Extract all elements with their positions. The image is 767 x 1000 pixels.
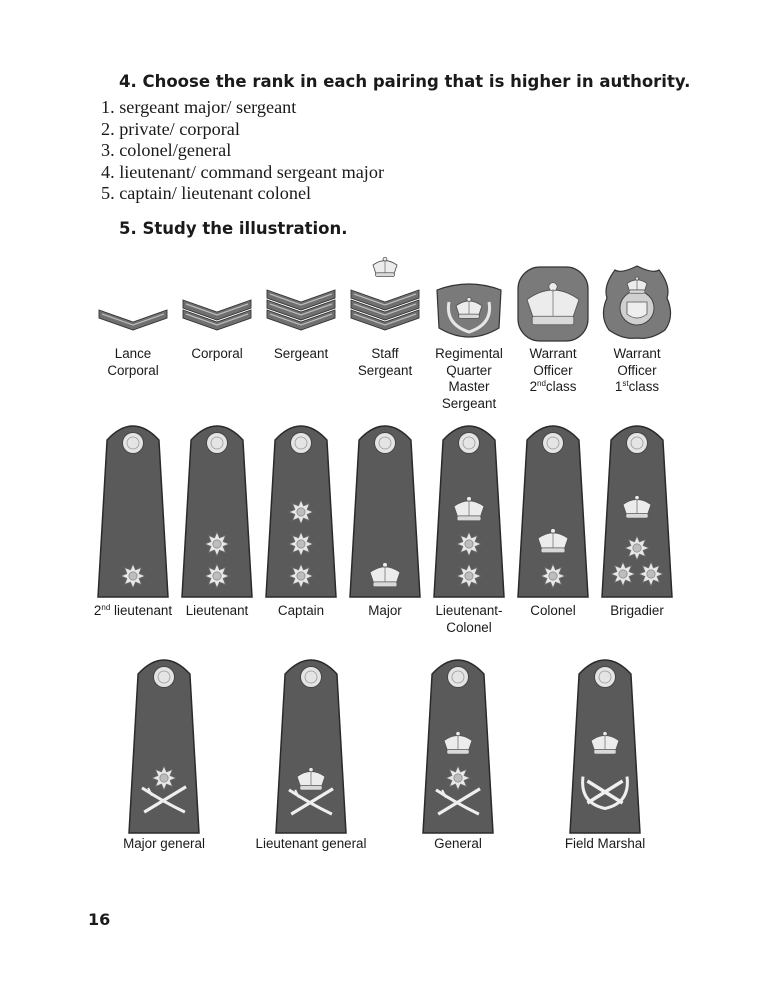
officer-slide [181,418,253,598]
crown-wreath-icon [433,280,505,344]
exercise-5-heading: 5. Study the illustration. [119,219,348,238]
rank-label-line: Corporal [191,346,243,361]
page-number: 16 [88,910,111,929]
ordinal-suffix: nd [537,379,546,388]
chevron-3-icon [265,288,337,334]
general-slide [422,652,494,834]
button-icon [154,667,175,688]
button-icon [375,433,396,454]
crown-icon [373,257,397,276]
ordinal-suffix: nd [101,603,111,612]
rank-label-line: Sergeant [357,362,413,378]
rank-label-line: Major general [123,836,205,851]
button-icon [595,667,616,688]
chevron-3-crown-icon [349,288,421,334]
rank-label [398,836,518,853]
officer-slide [97,418,169,598]
royal-arms-icon [601,264,673,342]
rank-label [577,603,697,620]
rank-label-line: Field Marshal [564,836,646,851]
rank-label-line: Corporal [107,362,159,378]
button-icon [123,433,144,454]
rank-label-line: Warrant [529,346,577,361]
ordinal-suffix: st [622,379,629,388]
rank-label-line: Lieutenant- [435,603,503,618]
rank-label-line: Lieutenant general [255,836,367,851]
ordinal-number: 2 [93,603,102,618]
class-word: class [545,379,577,394]
class-word: lieutenant [110,603,173,618]
button-icon [207,433,228,454]
list-item: 1. sergeant major/ sergeant [101,97,297,117]
rank-label [251,836,371,853]
chevron-icon [99,310,167,330]
exercise-4-heading: 4. Choose the rank in each pairing that is higher in authority. [119,72,691,91]
rank-label-line: Regimental [435,346,503,361]
officer-slide [433,418,505,598]
ordinal-number: 1 [614,379,623,394]
button-icon [627,433,648,454]
rank-label-class-line [577,379,697,396]
exercise-4-list [101,97,384,205]
button-icon [448,667,469,688]
general-slide [569,652,641,834]
officer-slide [601,418,673,598]
general-slide [275,652,347,834]
rank-label-line: Brigadier [610,603,664,618]
list-item: 4. lieutenant/ command sergeant major [101,161,384,182]
button-icon [301,667,322,688]
rank-label-line: Lance [114,346,152,361]
rank-label-line: Colonel [530,603,576,618]
rank-label-line: Master [448,379,490,394]
rank-label-line: Sergeant [441,395,497,411]
general-slide [128,652,200,834]
rank-label-line: Staff [371,346,399,361]
officer-slide [517,418,589,598]
rank-label-line: General [434,836,482,851]
rank-label-line: Lieutenant [185,603,249,618]
button-icon [291,433,312,454]
rank-label-line: Quarter [446,362,492,378]
chevron-1-icon [97,308,169,334]
officer-slide [349,418,421,598]
staff-sergeant-crown [369,252,401,284]
rank-label [545,836,665,853]
rank-label [104,836,224,853]
chevron-2-icon [181,298,253,334]
rank-label-line: Officer [617,362,657,378]
crown-icon [517,266,589,342]
button-icon [543,433,564,454]
rank-label-line: Major [368,603,402,618]
officer-slide [265,418,337,598]
rank-label-line: Officer [533,362,573,378]
rank-label-line: Captain [277,603,325,618]
rank-label-line: Warrant [613,346,661,361]
rank-label [577,346,697,396]
ordinal-number: 2 [529,379,538,394]
rank-label-line: Colonel [446,619,492,635]
list-item: 3. colonel/general [101,140,232,161]
button-icon [459,433,480,454]
list-item: 2. private/ corporal [101,118,240,139]
class-word: class [628,379,660,394]
list-item: 5. captain/ lieutenant colonel [101,183,312,204]
rank-label-line: Sergeant [273,346,329,361]
